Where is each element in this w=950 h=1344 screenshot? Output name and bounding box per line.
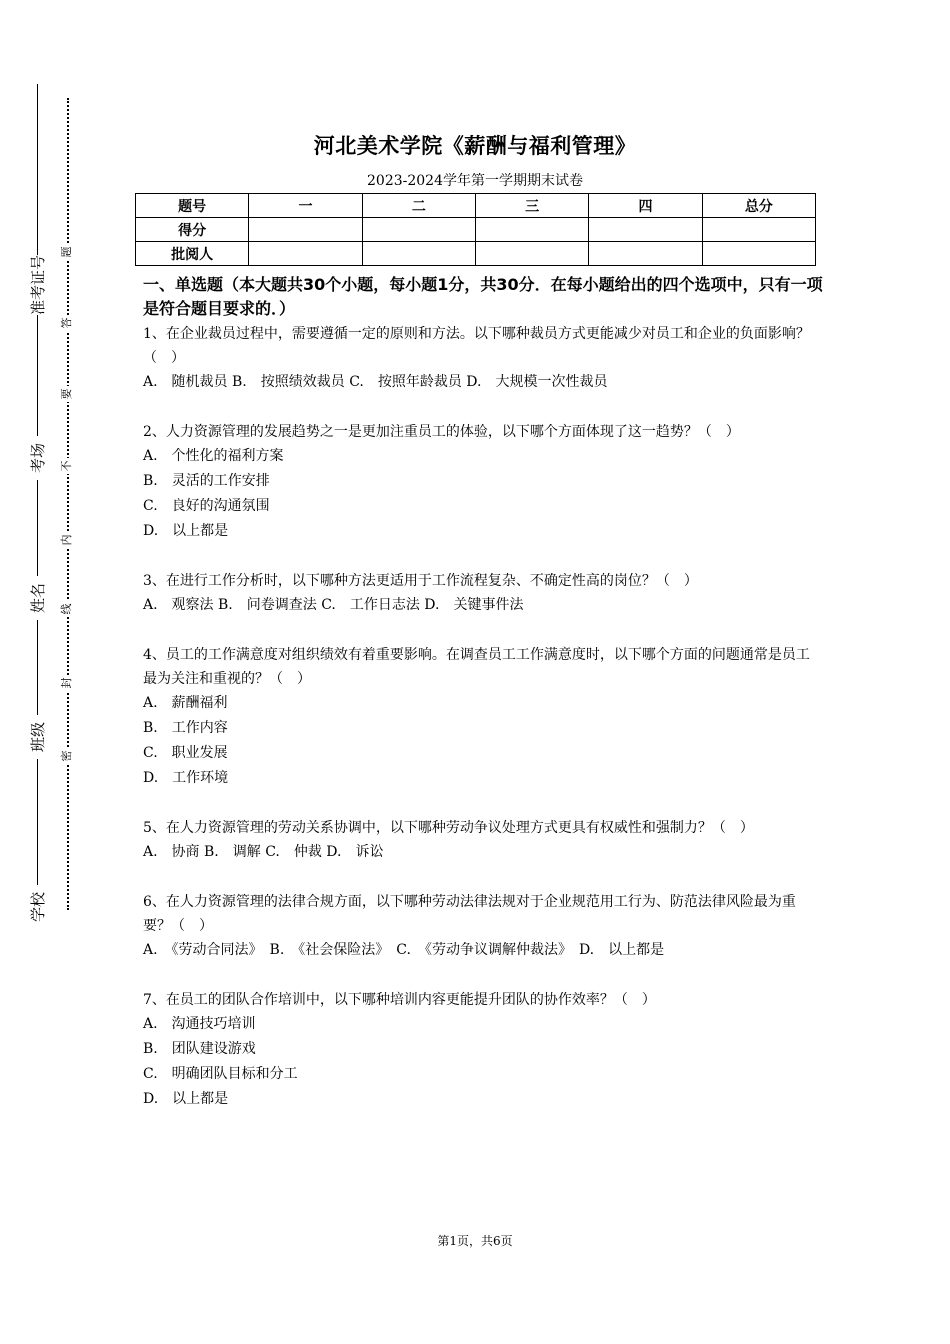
score-cell bbox=[249, 242, 362, 266]
question-item bbox=[143, 988, 823, 1112]
option-c: C. 职业发展 bbox=[143, 745, 228, 761]
score-row-label: 得分 bbox=[136, 218, 249, 242]
binding-line bbox=[37, 84, 38, 922]
option-d: D. 以上都是 bbox=[143, 523, 229, 539]
option-d: D. 工作环境 bbox=[143, 770, 229, 786]
option-a: A. 沟通技巧培训 bbox=[143, 1016, 256, 1032]
seal-char: 答 bbox=[59, 315, 75, 331]
seal-char: 封 bbox=[59, 675, 75, 691]
question-item bbox=[143, 569, 823, 618]
question-stem: 3、在进行工作分析时，以下哪种方法更适用于工作流程复杂、不确定性高的岗位？（ ） bbox=[143, 573, 698, 589]
seal-dotted-line bbox=[67, 98, 69, 910]
seal-char: 要 bbox=[59, 386, 75, 402]
page-number: 第1页，共6页 bbox=[437, 1234, 513, 1248]
score-cell bbox=[475, 218, 588, 242]
question-stem: 5、在人力资源管理的劳动关系协调中，以下哪种劳动争议处理方式更具有权威性和强制力？（ ） bbox=[143, 820, 754, 836]
question-stem: 1、在企业裁员过程中，需要遵循一定的原则和方法。以下哪种裁员方式更能减少对员工和企业的负面影响？（ ） bbox=[143, 326, 810, 366]
margin-field-exam-room: 考场 bbox=[28, 436, 48, 480]
option-a: A. 薪酬福利 bbox=[143, 695, 228, 711]
question-item bbox=[143, 643, 823, 791]
margin-field-school: 学校 bbox=[28, 885, 48, 929]
score-table-header: 三 bbox=[475, 194, 588, 218]
question-options: A. 随机裁员 B. 按照绩效裁员 C. 按照年龄裁员 D. 大规模一次性裁员 bbox=[143, 374, 608, 390]
score-table-header: 题号 bbox=[136, 194, 249, 218]
question-options: A. 观察法 B. 问卷调查法 C. 工作日志法 D. 关键事件法 bbox=[143, 597, 524, 613]
question-stem: 2、人力资源管理的发展趋势之一是更加注重员工的体验，以下哪个方面体现了这一趋势？（ ） bbox=[143, 424, 740, 440]
question-item bbox=[143, 420, 823, 544]
score-table-header: 一 bbox=[249, 194, 362, 218]
score-table-header: 四 bbox=[589, 194, 702, 218]
score-table-row bbox=[136, 218, 816, 242]
question-stem: 4、员工的工作满意度对组织绩效有着重要影响。在调查员工工作满意度时，以下哪个方面的问题通常是员工最为关注和重视的？（ ） bbox=[143, 647, 810, 687]
score-cell bbox=[702, 218, 815, 242]
score-cell bbox=[362, 242, 475, 266]
seal-char: 不 bbox=[59, 458, 75, 474]
question-options: A. 《劳动合同法》 B. 《社会保险法》 C. 《劳动争议调解仲裁法》 D. 以上都是 bbox=[143, 942, 665, 958]
exam-subtitle: 2023-2024学年第一学期期末试卷 bbox=[367, 173, 583, 189]
seal-char: 密 bbox=[59, 748, 75, 764]
score-cell bbox=[702, 242, 815, 266]
question-stem: 6、在人力资源管理的法律合规方面，以下哪种劳动法律法规对于企业规范用工行为、防范法律风险最为重要？（ ） bbox=[143, 894, 796, 934]
score-cell bbox=[249, 218, 362, 242]
section-heading: 一、单选题（本大题共30个小题，每小题1分，共30分．在每小题给出的四个选项中，只有一项是符合题目要求的．） bbox=[143, 275, 823, 318]
option-c: C. 明确团队目标和分工 bbox=[143, 1066, 298, 1082]
score-table-header-row bbox=[136, 194, 816, 218]
question-item bbox=[143, 890, 823, 963]
seal-char: 题 bbox=[59, 244, 75, 260]
score-table-row bbox=[136, 242, 816, 266]
option-b: B. 工作内容 bbox=[143, 720, 228, 736]
score-cell bbox=[589, 218, 702, 242]
seal-char: 内 bbox=[59, 532, 75, 548]
exam-title: 河北美术学院《薪酬与福利管理》 bbox=[313, 134, 637, 158]
score-table bbox=[135, 193, 816, 266]
option-c: C. 良好的沟通氛围 bbox=[143, 498, 270, 514]
question-options: A. 协商 B. 调解 C. 仲裁 D. 诉讼 bbox=[143, 844, 384, 860]
score-table-header: 总分 bbox=[702, 194, 815, 218]
margin-field-exam-number: 准考证号 bbox=[29, 254, 47, 315]
margin-field-name: 姓名 bbox=[28, 576, 48, 620]
score-cell bbox=[589, 242, 702, 266]
reviewer-row-label: 批阅人 bbox=[136, 242, 249, 266]
question-item bbox=[143, 322, 823, 395]
score-table-header: 二 bbox=[362, 194, 475, 218]
option-a: A. 个性化的福利方案 bbox=[143, 448, 284, 464]
score-cell bbox=[362, 218, 475, 242]
question-list bbox=[143, 322, 823, 1137]
margin-field-class: 班级 bbox=[28, 715, 48, 759]
score-cell bbox=[475, 242, 588, 266]
seal-char: 线 bbox=[59, 601, 75, 617]
question-stem: 7、在员工的团队合作培训中，以下哪种培训内容更能提升团队的协作效率？（ ） bbox=[143, 992, 656, 1008]
question-item bbox=[143, 816, 823, 865]
option-b: B. 灵活的工作安排 bbox=[143, 473, 270, 489]
option-d: D. 以上都是 bbox=[143, 1091, 229, 1107]
option-b: B. 团队建设游戏 bbox=[143, 1041, 256, 1057]
